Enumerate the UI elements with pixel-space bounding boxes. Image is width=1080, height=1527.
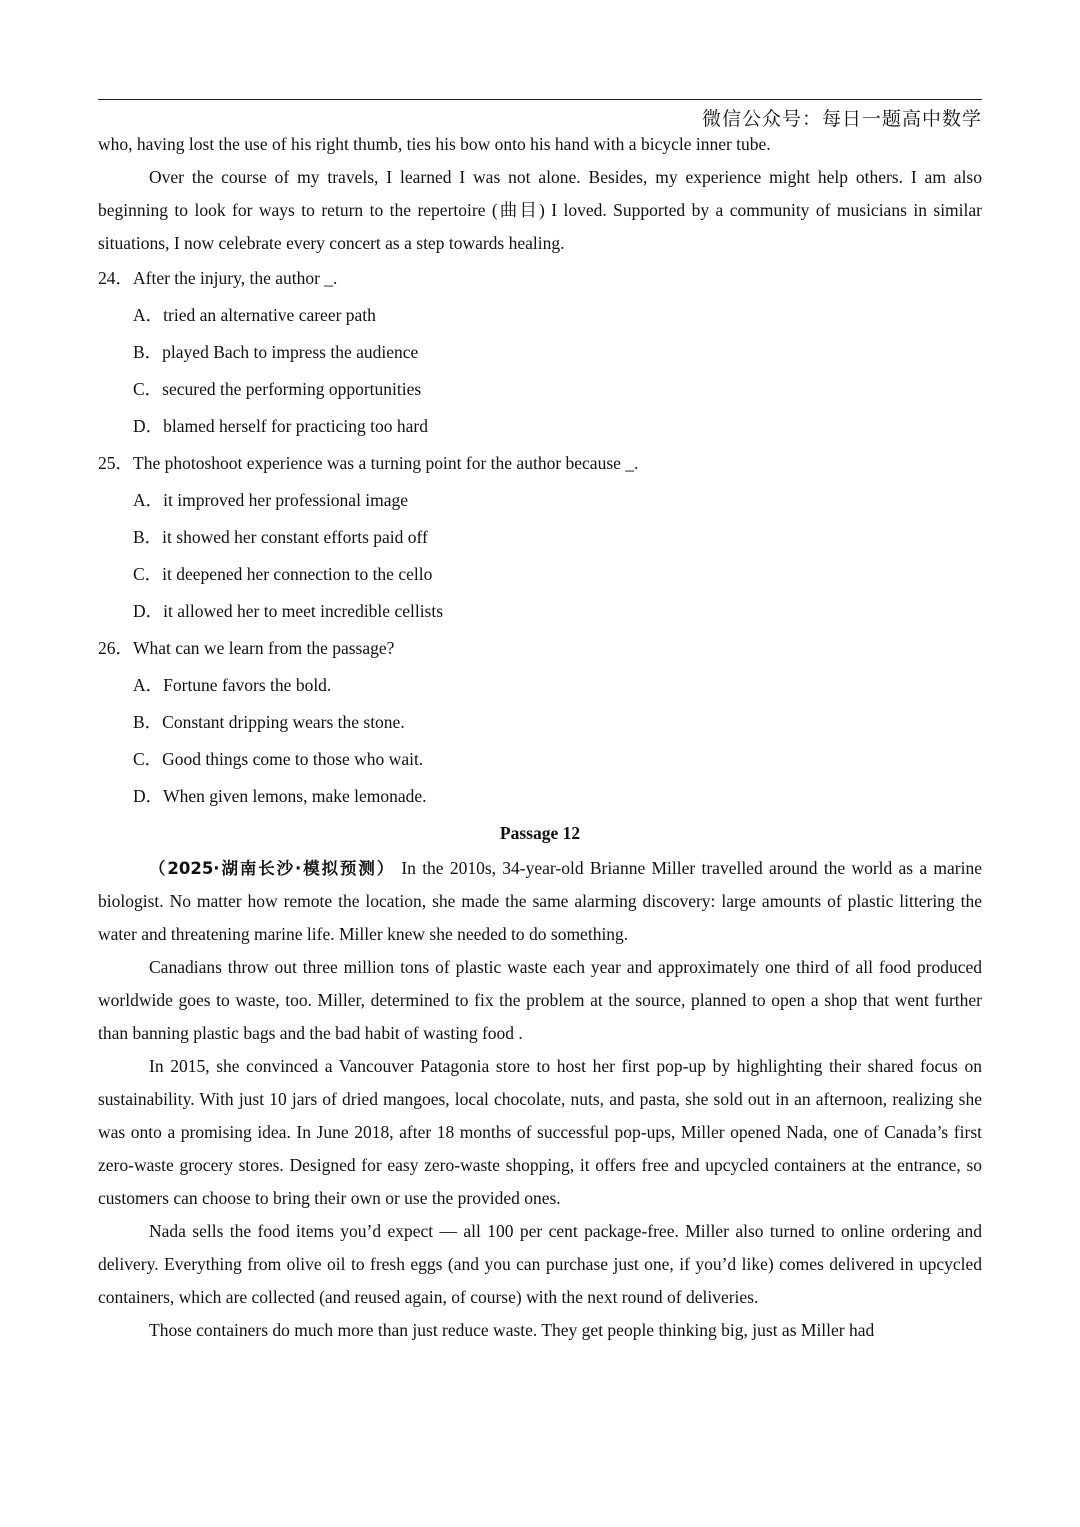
option-b: B．Constant dripping wears the stone.	[133, 712, 405, 732]
passage12-paragraph-1	[98, 852, 982, 951]
passage12-paragraph-5: Those containers do much more than just reduce waste. They get people thinking big, just as Miller had	[149, 1320, 875, 1340]
option-c: C．Good things come to those who wait.	[133, 749, 424, 769]
question-stem: 24．After the injury, the author _.	[98, 268, 338, 288]
question-25	[98, 445, 982, 630]
paragraph-text: In the 2010s, 34-year-old Brianne Miller travelled around the world as a marine biologist. No matter how remote the location, she made the same alarming discovery: large amounts of plastic littering the water and threatening marine life. Miller knew she needed to do something.	[98, 858, 982, 944]
option-c: C．it deepened her connection to the cello	[133, 564, 433, 584]
option-b: B．it showed her constant efforts paid off	[133, 527, 428, 547]
passage-paragraph: Over the course of my travels, I learned I was not alone. Besides, my experience might help others. I am also beginning to look for ways to return to the repertoire (曲目) I loved. Supported by a community of musicians in similar situations, I now celebrate every concert as a step towards healing.	[98, 167, 982, 253]
passage12-paragraph-3: In 2015, she convinced a Vancouver Patagonia store to host her first pop-up by highlighting their shared focus on sustainability. With just 10 jars of dried mangoes, local chocolate, nuts, and pasta, she sold out in an afternoon, realizing she was onto a promising idea. In June 2018, after 18 months of successful pop-ups, Miller opened Nada, one of Canada’s first zero-waste grocery stores. Designed for easy zero-waste shopping, it offers free and upcycled containers at the entrance, so customers can choose to bring their own or use the provided ones.	[98, 1056, 982, 1208]
passage-title: Passage 12	[499, 823, 581, 843]
option-c: C．secured the performing opportunities	[133, 379, 422, 399]
option-a: A．Fortune favors the bold.	[133, 675, 332, 695]
passage12-paragraph-2: Canadians throw out three million tons of plastic waste each year and approximately one third of all food produced worldwide goes to waste, too. Miller, determined to fix the problem at the source, planned to open a shop that went further than banning plastic bags and the bad habit of wasting food .	[98, 957, 982, 1043]
header-rule	[98, 99, 982, 100]
passage-continuation-line: who, having lost the use of his right thumb, ties his bow onto his hand with a bicycle inner tube.	[98, 134, 771, 154]
page-content	[98, 128, 982, 1347]
question-stem: 25．The photoshoot experience was a turning point for the author because _.	[98, 453, 639, 473]
question-26	[98, 630, 982, 815]
option-d: D．When given lemons, make lemonade.	[133, 786, 427, 806]
passage12-paragraph-4: Nada sells the food items you’d expect — all 100 per cent package-free. Miller also turned to online ordering and delivery. Everything from olive oil to fresh eggs (and you can purchase just one, if you’d like) comes delivered in upcycled containers, which are collected (and reused again, of course) with the next round of deliveries.	[98, 1221, 982, 1307]
header-wechat-label: 微信公众号：每日一题高中数学	[701, 108, 982, 130]
question-stem: 26．What can we learn from the passage?	[98, 638, 395, 658]
option-d: D．blamed herself for practicing too hard	[133, 416, 428, 436]
option-b: B．played Bach to impress the audience	[133, 342, 419, 362]
source-tag: （2025·湖南长沙·模拟预测）	[149, 859, 396, 878]
option-d: D．it allowed her to meet incredible cellists	[133, 601, 444, 621]
option-a: A．it improved her professional image	[133, 490, 409, 510]
question-24	[98, 260, 982, 445]
option-a: A．tried an alternative career path	[133, 305, 376, 325]
